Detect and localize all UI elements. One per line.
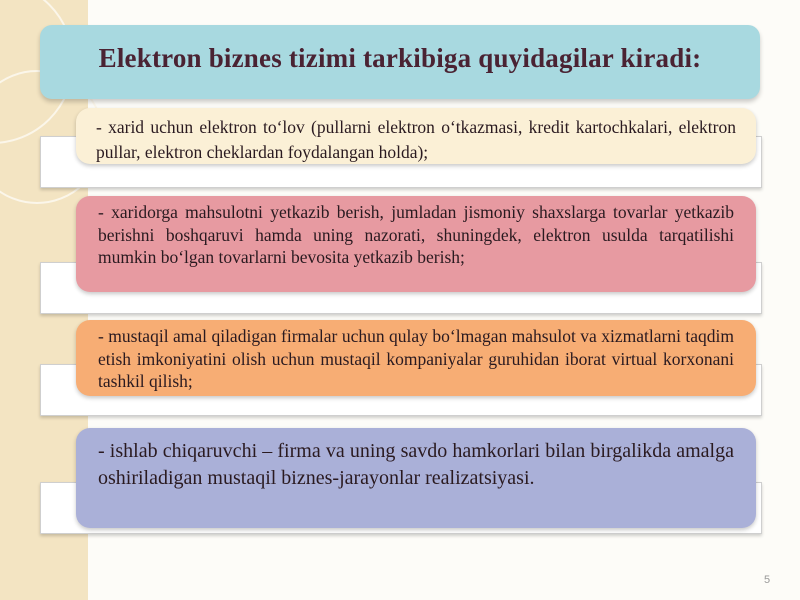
list-item [76, 196, 756, 292]
list-item-text: - xarid uchun elektron to‘lov (pullarni elektron o‘tkazmasi, kredit kartochkalari, elektron pullar, elektron cheklardan foydalangan holda); [96, 117, 736, 162]
list-item-text: - ishlab chiqaruvchi – firma va uning savdo hamkorlari bilan birgalikda amalga oshiriladigan mustaqil biznes-jarayonlar realizatsiyasi. [98, 440, 734, 489]
list-item [76, 108, 756, 164]
list-item-text: - xaridorga mahsulotni yetkazib berish, jumladan jismoniy shaxslarga tovarlar yetkazib berishni boshqaruvi hamda uning nazorati, shuningdek, elektron usulda tarqatilishi mumkin bo‘lgan tovarlarni bevosita yetkazib berish; [98, 202, 734, 267]
list-item [76, 428, 756, 528]
list-item [76, 320, 756, 396]
page-number: 5 [764, 574, 771, 586]
title-banner [40, 25, 760, 99]
slide-title: Elektron biznes tizimi tarkibiga quyidagilar kiradi: [98, 43, 702, 73]
list-item-text: - mustaqil amal qiladigan firmalar uchun qulay bo‘lmagan mahsulot va xizmatlarni taqdim etish imkoniyatini olish uchun mustaqil kompaniyalar guruhidan iborat virtual korxonani tashkil qilish; [98, 326, 734, 391]
